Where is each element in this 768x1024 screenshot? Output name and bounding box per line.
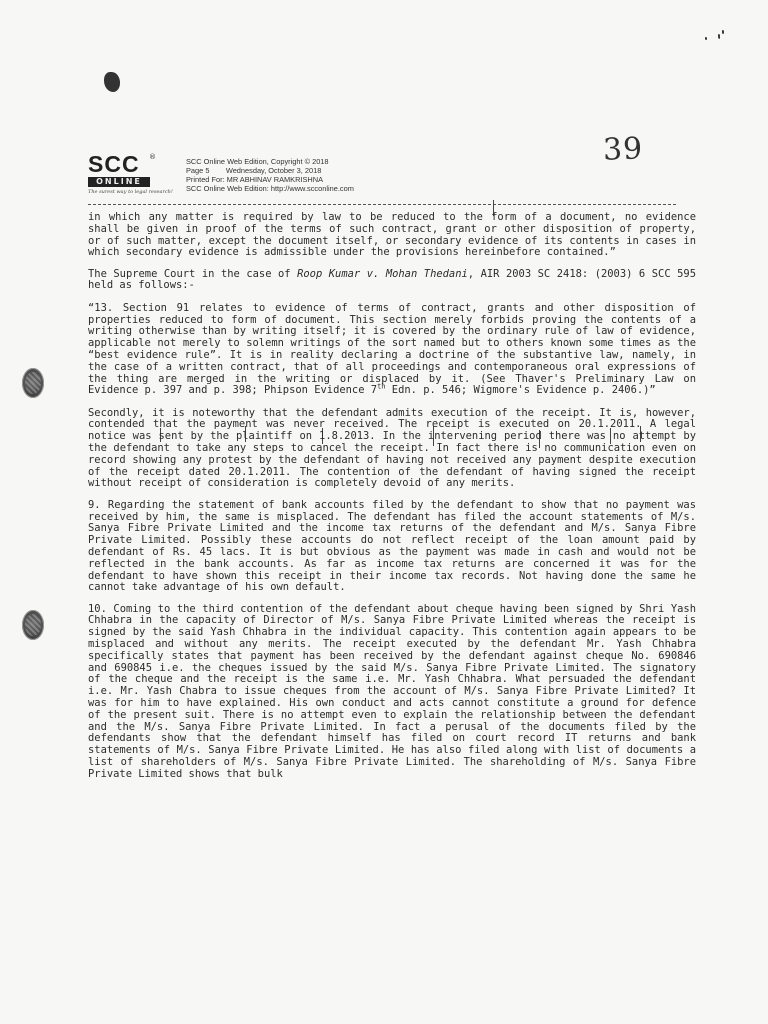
document-header (88, 152, 678, 202)
text-run: , AIR 2003 SC 2418: (2003) 6 SCC 595 held as follows:- (88, 267, 696, 292)
ink-speck (722, 30, 724, 34)
print-metadata (186, 157, 354, 193)
judgment-body (88, 212, 696, 790)
text-run: “13. Section 91 relates to evidence of terms of contract, grants and other disposition of properties reduced to form of document. This section merely forbids proving the contents of a writing otherwise than by writing itself; it is covered by the ordinary rule of law of evidence, applicable not merely to solemn writings of the sort named but to others known some times as the “best evidence rule”. It is in reality declaring a doctrine of the substantive law, namely, in the case of a written contract, that of all proceedings and contemporaneous oral expressions of the thing are merged in the writing or displaced by it. (See Thaver's Preliminary Law on Evidence p. 397 and p. 398; Phipson Evidence 7 (88, 301, 696, 397)
paragraph-9-bank-accounts: 9. Regarding the statement of bank accounts filed by the defendant to show that no payment was received by him, the same is misplaced. The defendant has filed the account statements of M/s. Sanya Fibre Private Limited and the income tax returns of the defendant and M/s. Sanya Fibre Private Limited. Possibly these accounts do not reflect receipt of the loan amount paid by defendant of Rs. 45 lacs. It is but obvious as the payment was made in cash and would not be reflected in the bank accounts. As far as income tax returns are concerned it was for the defendant to have shown this receipt in their income tax records. Not having done the same he cannot take advantage of his own default. (88, 498, 696, 594)
meta-page-date: Page 5 Wednesday, October 3, 2018 (186, 166, 322, 175)
paragraph-statute-quote: in which any matter is required by law to be reduced to the form of a document, no evidence shall be given in proof of the terms of such contract, grant or other disposition of property, or of such matter, except the document itself, or secondary evidence of its contents in cases in which secondary evidence is admissible under the provisions hereinbefore contained.” (88, 211, 696, 259)
meta-printed-for: Printed For: MR ABHINAV RAMKRISHNA (186, 175, 324, 184)
meta-copyright: SCC Online Web Edition, Copyright © 2018 (186, 157, 329, 166)
scc-online-logo (88, 151, 173, 195)
logo-tagline: The surest way to legal research! (88, 189, 173, 195)
handwritten-page-number: 39 (602, 131, 644, 168)
paragraph-supreme-court-intro (88, 269, 696, 293)
logo-registered-mark: ® (149, 153, 156, 161)
ink-speck (705, 37, 707, 40)
case-name: Roop Kumar v. Mohan Thedani (297, 267, 468, 280)
paragraph-receipt-execution: Secondly, it is noteworthy that the defendant admits execution of the receipt. It is, however, contended that the payment was never received. The receipt is executed on 20.1.2011. A legal notice was sent by the plaintiff on 1.8.2013. In the intervening period there was no attempt by the defendant to take any steps to cancel the receipt. In fact there is no communication even on record showing any protest by the defendant of having not received any payment despite execution of the receipt dated 20.1.2011. The contention of the defendant of having signed the receipt without receipt of consideration is completely devoid of any merits. (88, 406, 696, 490)
header-rule (88, 204, 676, 205)
ink-blot (104, 72, 120, 92)
logo-online-bar: ONLINE (88, 177, 150, 187)
punch-hole-top (22, 368, 44, 398)
superscript: th (377, 382, 386, 391)
punch-hole-bottom (22, 610, 44, 640)
paragraph-10-cheques: 10. Coming to the third contention of the defendant about cheque having been signed by Shri Yash Chhabra in the capacity of Director of M/s. Sanya Fibre Private Limited whereas the receipt is signed by the said Yash Chhabra in the individual capacity. This contention again appears to be misplaced and without any merits. The receipt executed by the defendant Mr. Yash Chhabra specifically states that payment has been received by the defendant against cheque No. 690846 and 690845 i.e. the cheques issued by the said M/s. Sanya Fibre Private Limited. The signatory of the cheque and the receipt is the same i.e. Mr. Yash Chhabra. What persuaded the defendant i.e. Mr. Yash Chabra to issue cheques from the account of M/s. Sanya Fibre Private Limited? It was for him to have explained. His own conduct and acts cannot constitute a ground for defence of the present suit. There is no attempt even to explain the relationship between the defendant and the M/s. Sanya Fibre Private Limited. In fact a perusal of the documents filed by the defendants show that the defendant himself has filed on court record IT returns and bank statements of M/s. Sanya Fibre Private Limited. He has also filed along with list of documents a list of shareholders of M/s. Sanya Fibre Private Limited. The shareholding of M/s. Sanya Fibre Private Limited shows that bulk (88, 602, 696, 780)
text-run: The Supreme Court in the case of (88, 267, 298, 280)
ink-speck (718, 34, 720, 39)
logo-text: SCC (88, 151, 140, 177)
paragraph-section-91-quote (88, 303, 696, 397)
meta-web-edition: SCC Online Web Edition: http://www.scconline.com (186, 184, 354, 193)
text-run: Edn. p. 546; Wigmore's Evidence p. 2406.)” (385, 384, 656, 397)
